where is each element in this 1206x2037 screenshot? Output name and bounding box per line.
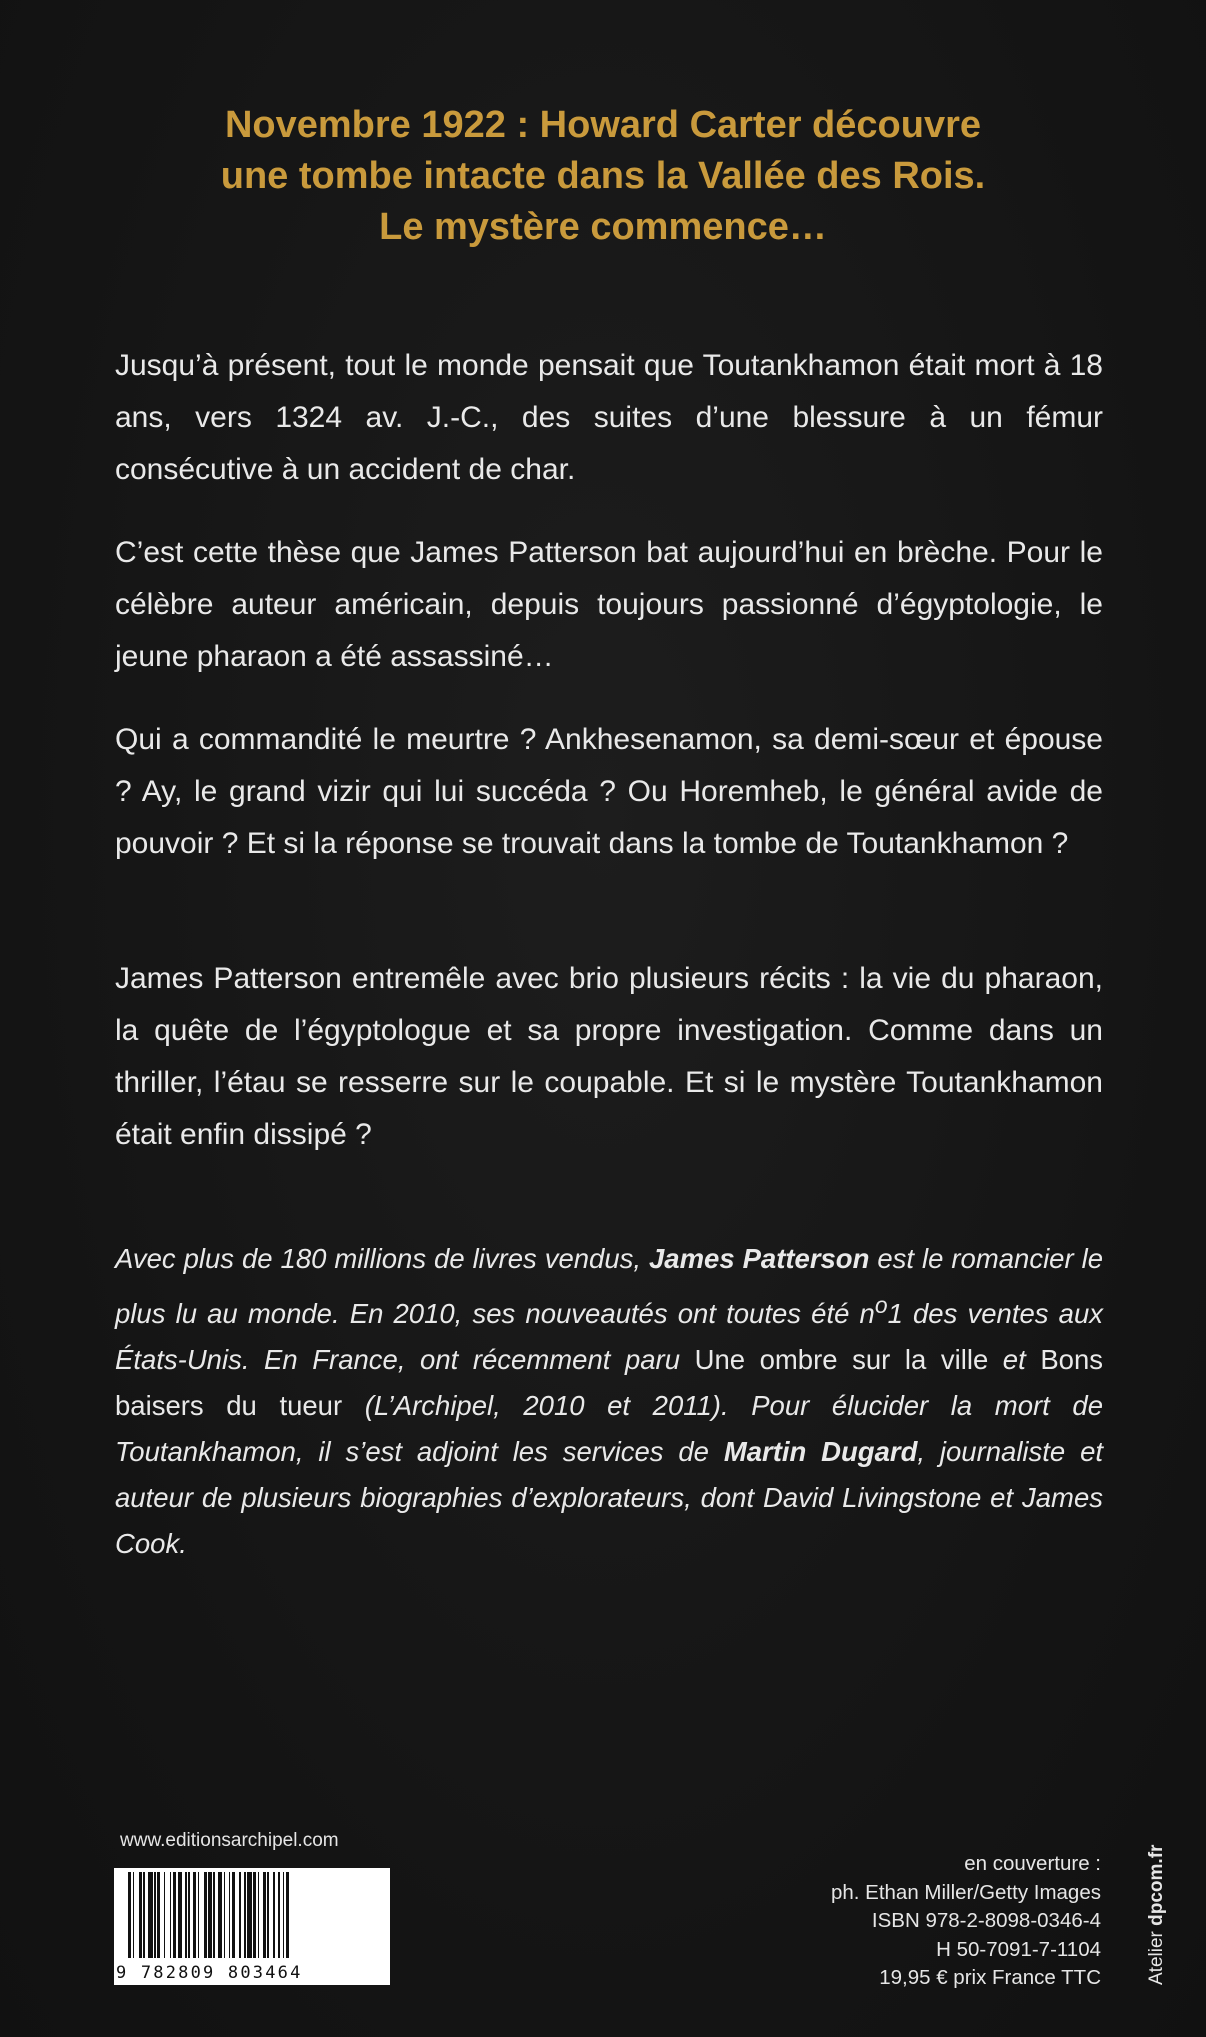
product-code: H 50-7091-7-1104	[936, 1937, 1101, 1961]
publisher-website: www.editionsarchipel.com	[120, 1830, 339, 1851]
coauthor-name: Martin Dugard	[723, 1436, 918, 1468]
isbn: ISBN 978-2-8098-0346-4	[871, 1909, 1101, 1932]
cover-label: en couverture :	[964, 1852, 1101, 1875]
photo-credit: ph. Ethan Miller/Getty Images	[830, 1880, 1101, 1904]
author-bio: Avec plus de 180 millions de livres vendus, James Patterson est le romancier le plus lu au monde. En 2010, ses nouveautés ont toutes été $n^o1$ des ventes aux États-Unis. En France, ont récemment paru Une ombre sur la ville et Bons baisers du tueur (L’Archipel, 2010 et 2011). Pour élucider la mort de Toutankhamon, il s’est adjoint les services de Martin Dugard, journaliste et auteur de plusieurs biographies d’explorateurs, dont David Livingstone et James Cook.	[115, 1243, 1103, 1560]
design-credit: Atelier dpcom.fr	[1146, 1844, 1167, 1985]
book-title-1: Une ombre sur la ville	[694, 1344, 989, 1376]
author-name: James Patterson	[648, 1243, 870, 1274]
barcode	[114, 1868, 390, 1985]
synopsis-paragraph-1: Jusqu’à présent, tout le monde pensait que Toutankhamon était mort à 18 ans, vers 1324 av. J.-C., des suites d’une blessure à un fémur consécutive à un accident de char.	[115, 349, 1103, 486]
price: 19,95 € prix France TTC	[879, 1966, 1101, 1989]
synopsis-paragraph-3: Qui a commandité le meurtre ? Ankhesenamon, sa demi-sœur et épouse ? Ay, le grand vizir qui lui succéda ? Ou Horemheb, le général avide de pouvoir ? Et si la réponse se trouvait dans la tombe de Toutankhamon ?	[115, 723, 1103, 860]
cover-credits	[831, 1850, 1101, 1993]
barcode-digits: 9 782809 803464	[116, 1963, 303, 1983]
synopsis-paragraph-2: C’est cette thèse que James Patterson bat aujourd’hui en brèche. Pour le célèbre auteur américain, depuis toujours passionné d’égyptologie, le jeune pharaon a été assassiné…	[115, 536, 1103, 673]
headline-line-1: Novembre 1922 : Howard Carter découvre	[224, 104, 982, 146]
headline-line-3: Le mystère commence…	[379, 206, 827, 248]
barcode-bars	[128, 1872, 380, 1958]
synopsis-paragraph-4: James Patterson entremêle avec brio plusieurs récits : la vie du pharaon, la quête de l’égyptologue et sa propre investigation. Comme dans un thriller, l’étau se resserre sur le coupable. Et si le mystère Toutankhamon était enfin dissipé ?	[115, 962, 1103, 1151]
headline-line-2: une tombe intacte dans la Vallée des Rois.	[220, 155, 986, 197]
headline	[0, 100, 1206, 253]
book-title-2: Bons baisers du tueur	[115, 1344, 1103, 1422]
